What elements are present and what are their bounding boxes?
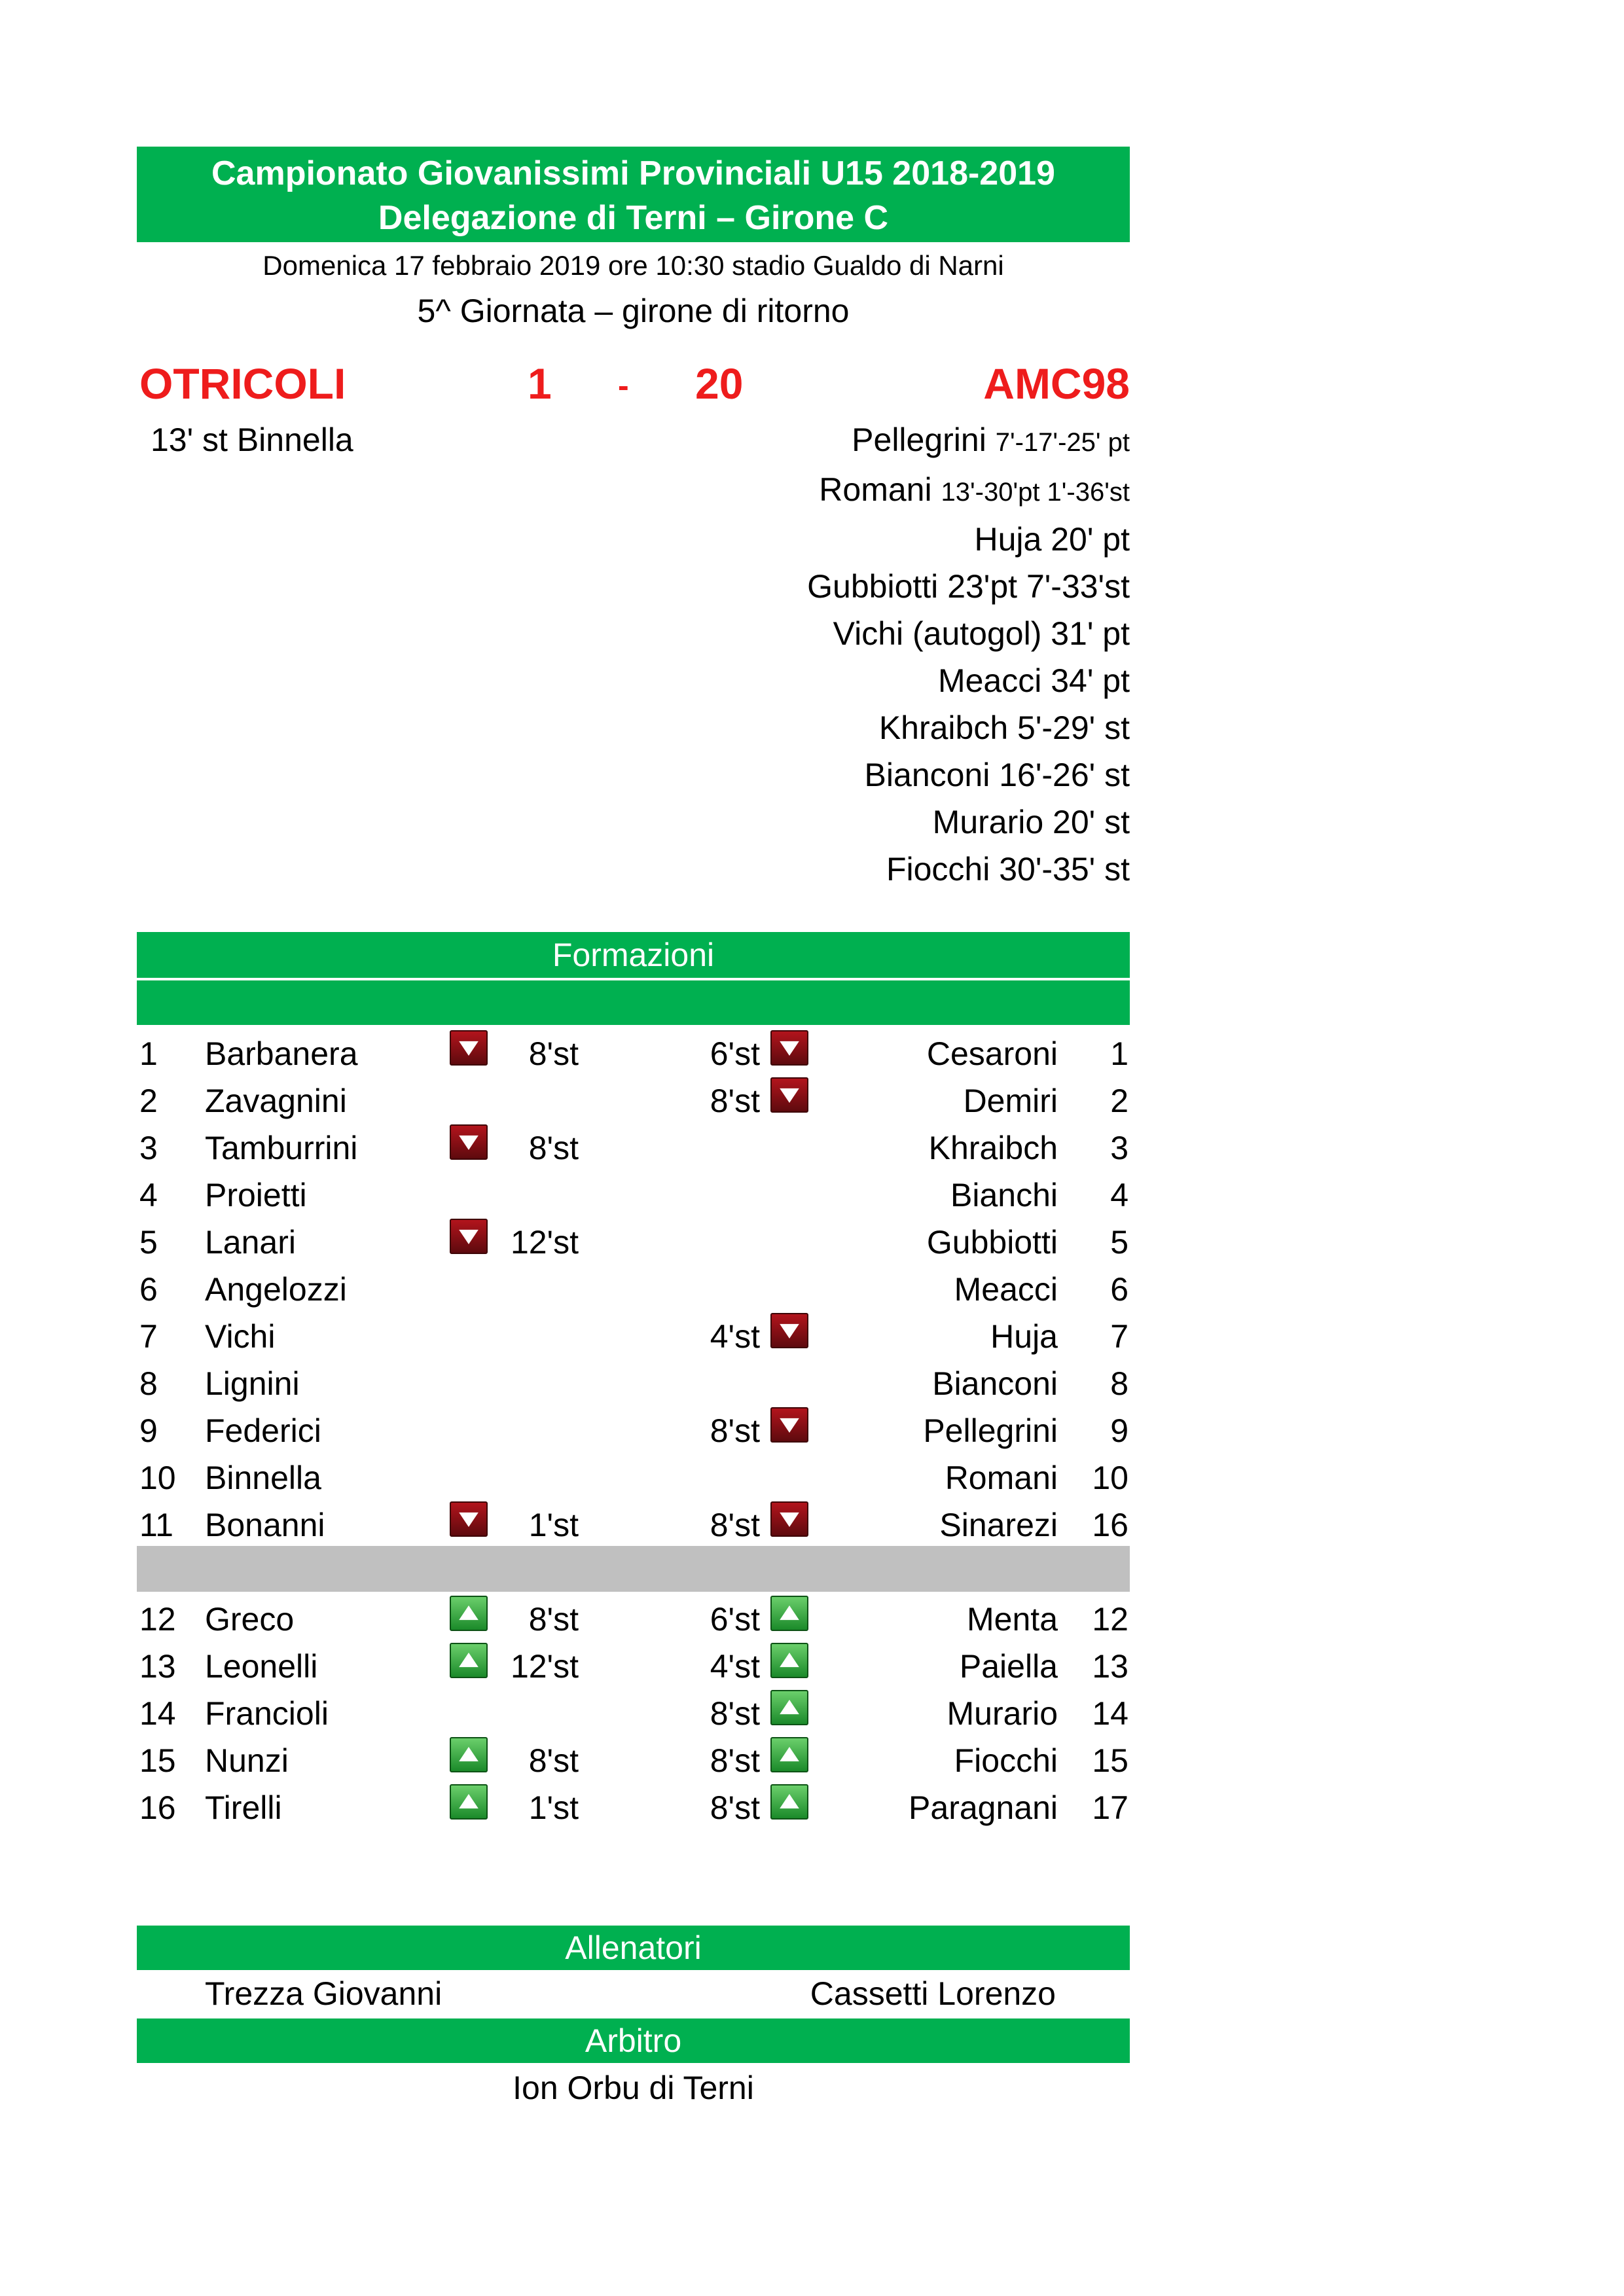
sub-minute-away: 8'st: [710, 1695, 760, 1732]
sub-minute-away: 8'st: [710, 1742, 760, 1779]
substitution-in-icon: [770, 1784, 808, 1820]
player-number-away: 4: [1110, 1177, 1128, 1213]
lineup-row: [137, 1690, 1130, 1737]
away-scorers: [807, 416, 1130, 893]
sub-minute-away: 6'st: [710, 1035, 760, 1072]
player-name-away: Bianchi: [950, 1177, 1058, 1213]
player-name-away: Sinarezi: [939, 1507, 1058, 1543]
lineup-row: [137, 1077, 1130, 1124]
lineup-row: [137, 1596, 1130, 1643]
player-number-home: 16: [139, 1789, 176, 1826]
player-number-home: 3: [139, 1130, 158, 1166]
substitution-in-icon: [770, 1643, 808, 1678]
player-name-away: Paragnani: [909, 1789, 1058, 1826]
player-number-away: 5: [1110, 1224, 1128, 1261]
substitution-in-icon: [450, 1596, 488, 1631]
delegation-title: Delegazione di Terni – Girone C: [378, 199, 889, 237]
player-number-away: 12: [1092, 1601, 1128, 1638]
sub-minute-home: 1'st: [528, 1507, 579, 1543]
away-score: 20: [695, 359, 744, 408]
player-name-home: Lignini: [205, 1365, 300, 1402]
substitution-in-icon: [770, 1690, 808, 1725]
player-number-away: 1: [1110, 1035, 1128, 1072]
away-scorer: Murario 20' st: [932, 804, 1130, 840]
round-label: 5^ Giornata – girone di ritorno: [417, 293, 850, 329]
player-name-away: Huja: [990, 1318, 1058, 1355]
home-scorer: 13' st Binnella: [151, 422, 353, 458]
player-name-home: Greco: [205, 1601, 295, 1638]
player-name-away: Gubbiotti: [926, 1224, 1058, 1261]
lineup-row: [137, 1172, 1130, 1219]
player-name-away: Cesaroni: [926, 1035, 1058, 1072]
player-name-away: Fiocchi: [954, 1742, 1058, 1779]
player-name-away: Murario: [947, 1695, 1058, 1732]
lineup-row: [137, 1643, 1130, 1690]
bench-separator: [137, 1546, 1130, 1592]
coaches-title: Allenatori: [565, 1929, 702, 1966]
lineup-row: [137, 1124, 1130, 1172]
away-scorer: Pellegrini 7'-17'-25' pt: [852, 422, 1130, 458]
player-name-away: Demiri: [963, 1083, 1058, 1119]
substitution-out-icon: [770, 1313, 808, 1348]
sub-minute-away: 8'st: [710, 1789, 760, 1826]
substitution-out-icon: [450, 1501, 488, 1537]
player-number-home: 6: [139, 1271, 158, 1308]
sub-minute-away: 4'st: [710, 1648, 760, 1685]
home-team: OTRICOLI: [139, 359, 346, 408]
player-name-away: Paiella: [959, 1648, 1058, 1685]
player-name-away: Meacci: [954, 1271, 1058, 1308]
player-number-home: 14: [139, 1695, 176, 1732]
player-name-home: Vichi: [205, 1318, 276, 1355]
player-number-away: 6: [1110, 1271, 1128, 1308]
substitution-in-icon: [450, 1784, 488, 1820]
sub-minute-away: 6'st: [710, 1601, 760, 1638]
player-number-home: 4: [139, 1177, 158, 1213]
substitution-in-icon: [450, 1643, 488, 1678]
sub-minute-home: 12'st: [510, 1224, 579, 1261]
player-name-away: Pellegrini: [923, 1412, 1058, 1449]
away-scorer: Gubbiotti 23'pt 7'-33'st: [807, 568, 1130, 605]
player-number-away: 13: [1092, 1648, 1128, 1685]
player-name-away: Bianconi: [932, 1365, 1058, 1402]
lineup-row: [137, 1501, 1130, 1549]
player-name-home: Angelozzi: [205, 1271, 347, 1308]
player-name-home: Tirelli: [205, 1789, 282, 1826]
player-number-home: 9: [139, 1412, 158, 1449]
sub-minute-home: 12'st: [510, 1648, 579, 1685]
away-scorer: Khraibch 5'-29' st: [878, 709, 1130, 746]
lineups-title: Formazioni: [552, 937, 715, 973]
player-number-away: 2: [1110, 1083, 1128, 1119]
sub-minute-home: 8'st: [528, 1742, 579, 1779]
lineup-row: [137, 1784, 1130, 1831]
date-venue: Domenica 17 febbraio 2019 ore 10:30 stadio Gualdo di Narni: [262, 250, 1004, 281]
player-name-home: Lanari: [205, 1224, 296, 1261]
player-number-away: 14: [1092, 1695, 1128, 1732]
lineup-row: [137, 1454, 1130, 1501]
championship-title: Campionato Giovanissimi Provinciali U15 2018-2019: [211, 154, 1055, 192]
player-number-home: 1: [139, 1035, 158, 1072]
lineup-row: [137, 1313, 1130, 1360]
lineup-row: [137, 1219, 1130, 1266]
player-number-home: 2: [139, 1083, 158, 1119]
away-scorer: Huja 20' pt: [974, 521, 1130, 558]
away-scorer: Bianconi 16'-26' st: [864, 757, 1130, 793]
player-number-home: 12: [139, 1601, 176, 1638]
substitution-out-icon: [450, 1124, 488, 1160]
player-name-home: Federici: [205, 1412, 321, 1449]
player-number-home: 11: [139, 1507, 173, 1543]
sub-minute-home: 1'st: [528, 1789, 579, 1826]
lineups-subheader-band: [137, 980, 1130, 1025]
player-name-home: Bonanni: [205, 1507, 325, 1543]
away-team: AMC98: [983, 359, 1130, 408]
player-number-home: 7: [139, 1318, 158, 1355]
substitution-out-icon: [770, 1407, 808, 1443]
player-number-away: 15: [1092, 1742, 1128, 1779]
sub-minute-away: 8'st: [710, 1412, 760, 1449]
lineup-row: [137, 1407, 1130, 1454]
player-number-away: 7: [1110, 1318, 1128, 1355]
substitution-in-icon: [770, 1737, 808, 1772]
away-scorer: Vichi (autogol) 31' pt: [833, 615, 1130, 652]
player-name-away: Menta: [967, 1601, 1058, 1638]
player-number-away: 16: [1092, 1507, 1128, 1543]
player-name-home: Binnella: [205, 1460, 321, 1496]
player-number-away: 9: [1110, 1412, 1128, 1449]
lineup-row: [137, 1360, 1130, 1407]
player-number-away: 8: [1110, 1365, 1128, 1402]
lineup-row: [137, 1266, 1130, 1313]
sub-minute-away: 8'st: [710, 1507, 760, 1543]
referee-title-band: [137, 2018, 1130, 2063]
away-scorer: Romani 13'-30'pt 1'-36'st: [819, 471, 1130, 508]
player-name-home: Francioli: [205, 1695, 329, 1732]
lineups-title-band: [137, 932, 1130, 978]
referee-name: Ion Orbu di Terni: [513, 2070, 754, 2106]
lineup-row: [137, 1030, 1130, 1077]
away-scorer: Fiocchi 30'-35' st: [886, 851, 1130, 888]
referee-title: Arbitro: [585, 2022, 682, 2059]
substitution-out-icon: [450, 1030, 488, 1066]
player-number-home: 10: [139, 1460, 176, 1496]
player-name-away: Khraibch: [928, 1130, 1058, 1166]
substitution-in-icon: [770, 1596, 808, 1631]
player-number-away: 17: [1092, 1789, 1128, 1826]
coaches-title-band: [137, 1926, 1130, 1970]
player-name-home: Barbanera: [205, 1035, 358, 1072]
score-separator: -: [618, 367, 629, 404]
player-number-home: 5: [139, 1224, 158, 1261]
sub-minute-away: 4'st: [710, 1318, 760, 1355]
substitution-out-icon: [770, 1030, 808, 1066]
player-name-home: Proietti: [205, 1177, 307, 1213]
player-number-home: 8: [139, 1365, 158, 1402]
home-coach: Trezza Giovanni: [205, 1975, 442, 2012]
player-number-away: 3: [1110, 1130, 1128, 1166]
player-number-home: 13: [139, 1648, 176, 1685]
away-coach: Cassetti Lorenzo: [810, 1975, 1056, 2012]
player-number-away: 10: [1092, 1460, 1128, 1496]
player-name-home: Nunzi: [205, 1742, 289, 1779]
player-name-home: Zavagnini: [205, 1083, 347, 1119]
championship-title-band: [137, 147, 1130, 242]
substitution-in-icon: [450, 1737, 488, 1772]
player-name-home: Leonelli: [205, 1648, 318, 1685]
substitution-out-icon: [450, 1219, 488, 1254]
sub-minute-home: 8'st: [528, 1035, 579, 1072]
lineup-row: [137, 1737, 1130, 1784]
away-scorer: Meacci 34' pt: [937, 662, 1130, 699]
sub-minute-home: 8'st: [528, 1130, 579, 1166]
substitution-out-icon: [770, 1501, 808, 1537]
sub-minute-home: 8'st: [528, 1601, 579, 1638]
home-score: 1: [528, 359, 552, 408]
sub-minute-away: 8'st: [710, 1083, 760, 1119]
player-name-home: Tamburrini: [205, 1130, 358, 1166]
player-number-home: 15: [139, 1742, 176, 1779]
substitution-out-icon: [770, 1077, 808, 1113]
player-name-away: Romani: [945, 1460, 1058, 1496]
